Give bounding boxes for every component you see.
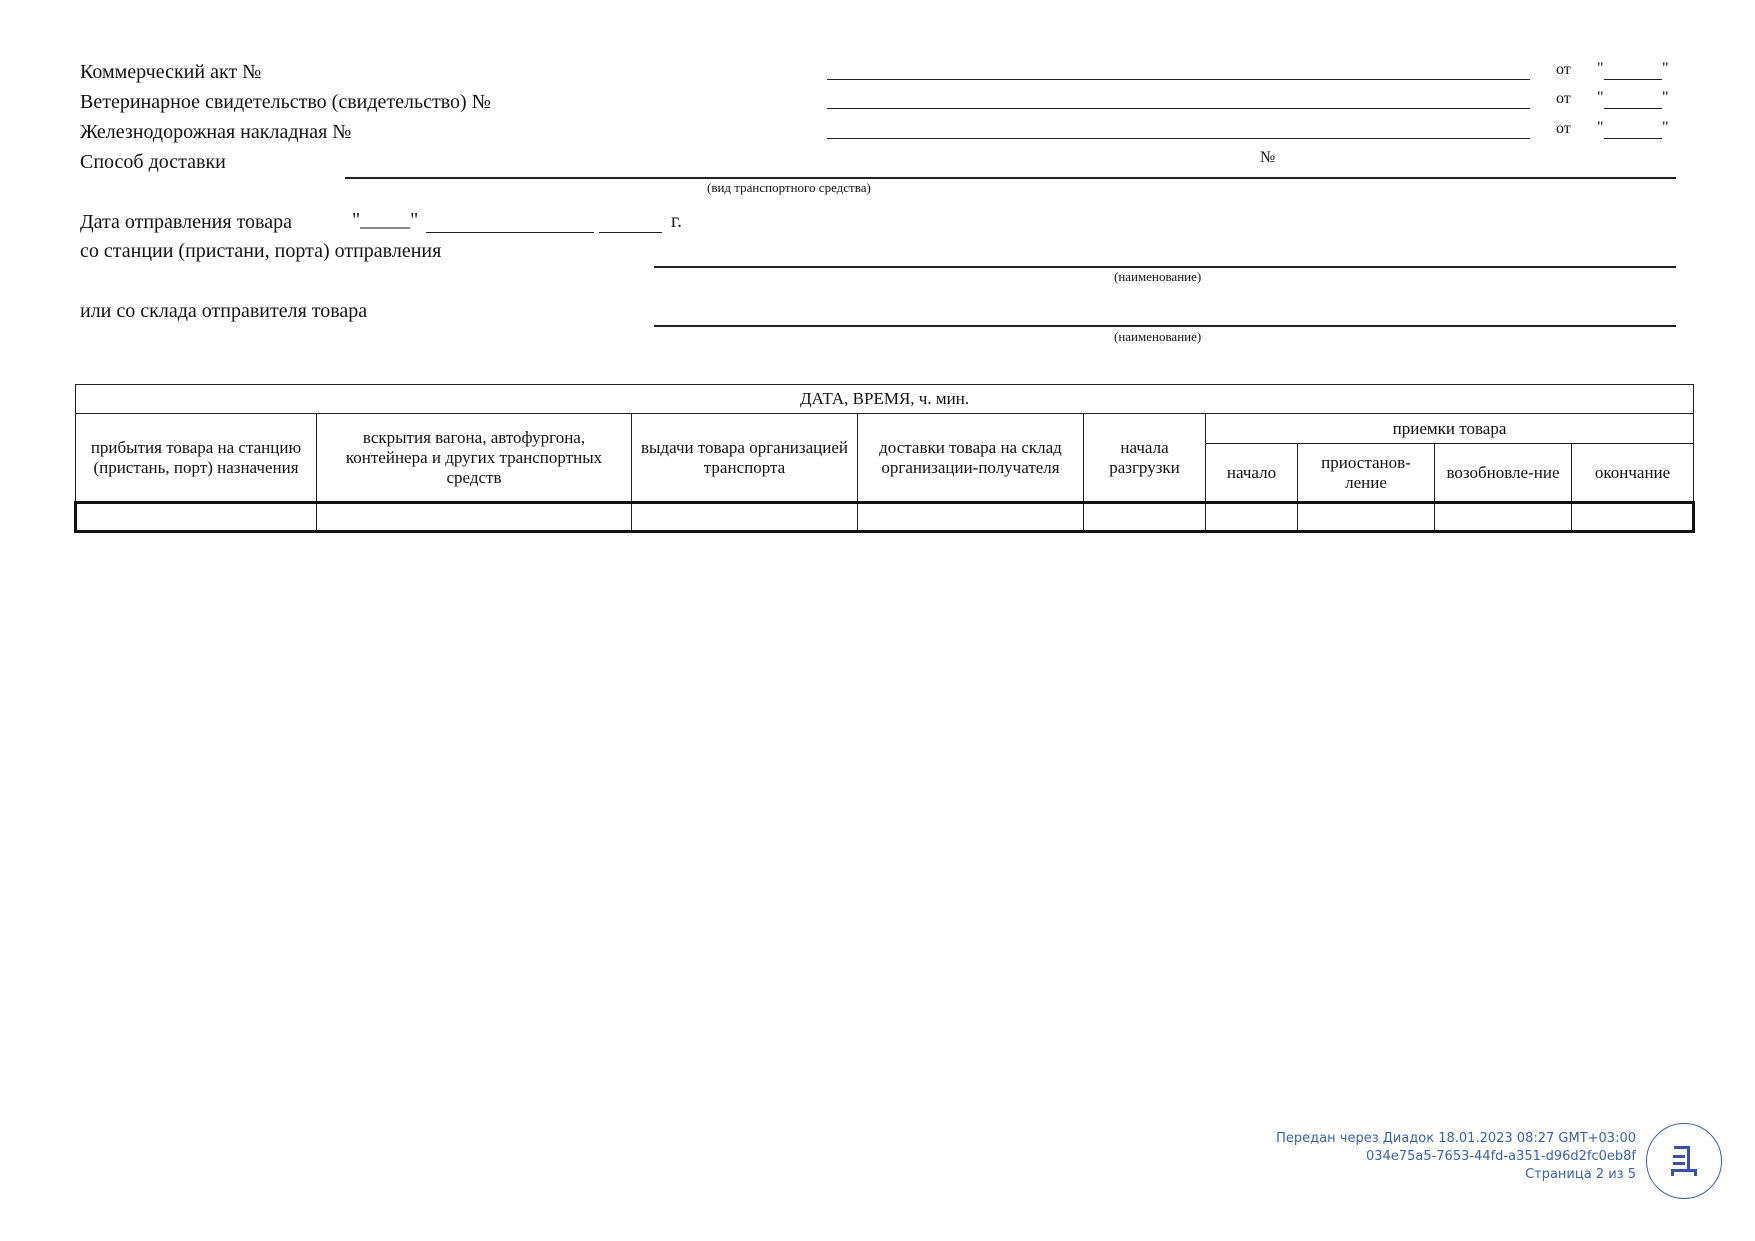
table-cell[interactable] <box>1572 503 1694 532</box>
table-cell[interactable] <box>1298 503 1435 532</box>
dispatch-date-label: Дата отправления товара <box>80 211 292 233</box>
vet-certificate-number-line <box>827 108 1530 109</box>
table-cell[interactable] <box>858 503 1084 532</box>
table-row <box>76 503 1694 532</box>
column-header: прибытия товара на станцию (пристань, порт) назначения <box>76 414 317 503</box>
quote-close: " <box>1662 89 1669 106</box>
dispatch-year-line <box>599 232 662 233</box>
quote-close: " <box>1662 119 1669 136</box>
warehouse-line <box>654 325 1676 327</box>
dispatch-day: "_____" <box>352 209 419 231</box>
column-header: выдачи товара организацией транспорта <box>632 414 858 503</box>
subcolumn-header: возобновле-ние <box>1435 444 1572 503</box>
quote-open: " <box>1597 60 1604 77</box>
commercial-act-from: от <box>1556 61 1571 78</box>
column-header: начала разгрузки <box>1084 414 1206 503</box>
table-cell[interactable] <box>317 503 632 532</box>
subcolumn-header: приостанов-ление <box>1298 444 1435 503</box>
warehouse-label: или со склада отправителя товара <box>80 300 368 322</box>
delivery-method-label: Способ доставки <box>80 151 226 173</box>
table-cell[interactable] <box>1084 503 1206 532</box>
railway-waybill-number-line <box>827 138 1530 139</box>
subcolumn-header: окончание <box>1572 444 1694 503</box>
quote-open: " <box>1597 89 1604 106</box>
railway-waybill-date-line <box>1604 138 1662 139</box>
delivery-method-line <box>345 177 1676 179</box>
table-cell[interactable] <box>1435 503 1572 532</box>
railway-waybill-label: Железнодорожная накладная № <box>80 121 352 143</box>
quote-close: " <box>1662 60 1669 77</box>
railway-waybill-from: от <box>1556 120 1571 137</box>
table-cell[interactable] <box>76 503 317 532</box>
quote-open: " <box>1597 119 1604 136</box>
subcolumn-header: начало <box>1206 444 1298 503</box>
station-line <box>654 266 1676 268</box>
warehouse-caption: (наименование) <box>1114 329 1202 344</box>
diadoc-logo-icon <box>1646 1123 1722 1199</box>
vet-certificate-date-line <box>1604 108 1662 109</box>
column-header: вскрытия вагона, автофургона, контейнера и других транспортных средств <box>317 414 632 503</box>
date-time-table <box>74 384 1695 533</box>
station-caption: (наименование) <box>1114 269 1202 284</box>
vet-certificate-from: от <box>1556 90 1571 107</box>
table-title: ДАТА, ВРЕМЯ, ч. мин. <box>76 385 1694 414</box>
footer-page-number: Страница 2 из 5 <box>1525 1167 1636 1182</box>
vet-certificate-label: Ветеринарное свидетельство (свидетельство) № <box>80 91 491 113</box>
commercial-act-number-line <box>827 79 1530 80</box>
footer-document-id: 034e75a5-7653-44fd-a351-d96d2fc0eb8f <box>1366 1149 1636 1164</box>
delivery-caption: (вид транспортного средства) <box>707 180 871 195</box>
commercial-act-label: Коммерческий акт № <box>80 61 262 83</box>
footer-transfer-info: Передан через Диадок 18.01.2023 08:27 GMT+03:00 <box>1276 1131 1636 1146</box>
station-label: со станции (пристани, порта) отправления <box>80 240 442 262</box>
table-cell[interactable] <box>632 503 858 532</box>
group-header: приемки товара <box>1206 414 1694 444</box>
column-header: доставки товара на склад организации-получателя <box>858 414 1084 503</box>
table-cell[interactable] <box>1206 503 1298 532</box>
delivery-number-label: № <box>1260 149 1276 166</box>
dispatch-year-suffix: г. <box>671 210 682 232</box>
commercial-act-date-line <box>1604 79 1662 80</box>
diadoc-footer <box>1276 1130 1636 1184</box>
dispatch-month-line <box>426 232 594 233</box>
